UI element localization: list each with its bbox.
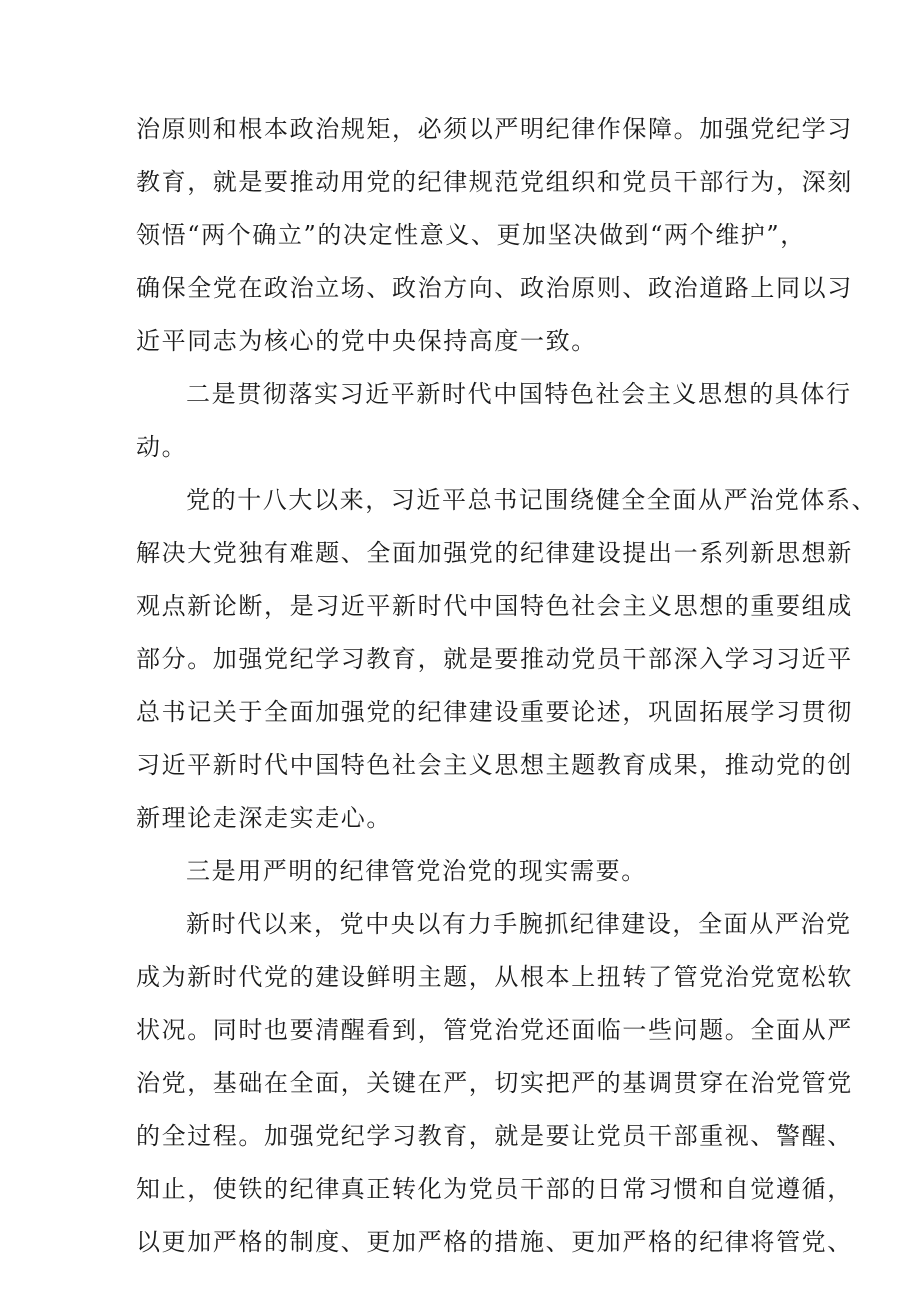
- text-line: 解决大党独有难题、全面加强党的纪律建设提出一系列新思想新: [136, 539, 853, 567]
- text-line: 成为新时代党的建设鲜明主题，从根本上扭转了管党治党宽松软: [136, 963, 853, 991]
- text-line: 新时代以来，党中央以有力手腕抓纪律建设，全面从严治党: [186, 910, 852, 938]
- text-line: 新理论走深走实走心。: [136, 804, 392, 832]
- text-line: 治原则和根本政治规矩，必须以严明纪律作保障。加强党纪学习: [136, 115, 853, 143]
- text-line: 党的十八大以来，习近平总书记围绕健全全面从严治党体系、: [186, 486, 878, 514]
- text-line: 总书记关于全面加强党的纪律建设重要论述，巩固拓展学习贯彻: [136, 698, 853, 726]
- text-line: 确保全党在政治立场、政治方向、政治原则、政治道路上同以习: [136, 274, 853, 302]
- text-line: 教育，就是要推动用党的纪律规范党组织和党员干部行为，深刻: [136, 168, 853, 196]
- text-line: 近平同志为核心的党中央保持高度一致。: [136, 327, 597, 355]
- text-line: 状况。同时也要清醒看到，管党治党还面临一些问题。全面从严: [136, 1016, 853, 1044]
- text-line: 部分。加强党纪学习教育，就是要推动党员干部深入学习习近平: [136, 645, 853, 673]
- text-line: 三是用严明的纪律管党治党的现实需要。: [186, 857, 647, 885]
- text-line: 治党，基础在全面，关键在严，切实把严的基调贯穿在治党管党: [136, 1069, 853, 1097]
- text-line: 领悟“两个确立”的决定性意义、更加坚决做到“两个维护”，: [136, 221, 806, 249]
- text-line: 观点新论断，是习近平新时代中国特色社会主义思想的重要组成: [136, 592, 853, 620]
- text-line: 的全过程。加强党纪学习教育，就是要让党员干部重视、警醒、: [136, 1122, 853, 1150]
- text-line: 以更加严格的制度、更加严格的措施、更加严格的纪律将管党、: [136, 1228, 853, 1256]
- text-line: 二是贯彻落实习近平新时代中国特色社会主义思想的具体行: [186, 380, 852, 408]
- text-line: 习近平新时代中国特色社会主义思想主题教育成果，推动党的创: [136, 751, 853, 779]
- text-line: 动。: [136, 433, 188, 461]
- text-line: 知止，使铁的纪律真正转化为党员干部的日常习惯和自觉遵循，: [136, 1175, 853, 1203]
